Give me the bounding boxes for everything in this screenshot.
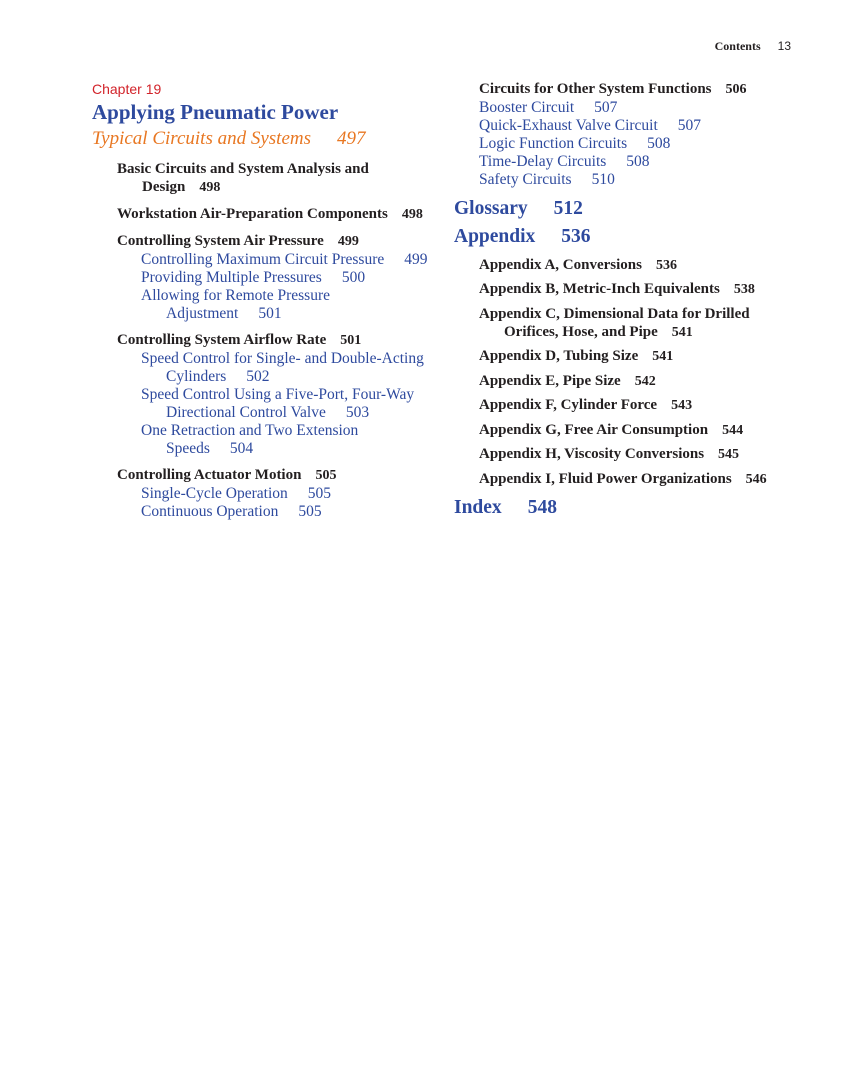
appendix-item[interactable] bbox=[454, 280, 804, 299]
section-page: 501 bbox=[340, 333, 362, 348]
appendix-page: 536 bbox=[561, 226, 591, 247]
appendix-item-title: Appendix C, Dimensional Data for Drilled Orifices, Hose, and Pipe bbox=[479, 305, 750, 340]
subsection-page: 510 bbox=[591, 171, 615, 188]
section-title: Circuits for Other System Functions bbox=[479, 81, 712, 97]
appendix-item-title: Appendix H, Viscosity Conversions bbox=[479, 446, 705, 462]
section-page: 506 bbox=[725, 82, 747, 97]
section-title: Controlling System Airflow Rate bbox=[117, 332, 327, 348]
toc-subsection[interactable] bbox=[92, 251, 432, 269]
appendix-item-title: Appendix F, Cylinder Force bbox=[479, 397, 658, 413]
appendix-item-page: 541 bbox=[671, 324, 693, 340]
appendix-item-title: Appendix B, Metric-Inch Equivalents bbox=[479, 281, 720, 297]
appendix-item[interactable] bbox=[454, 372, 804, 391]
subsection-title: Speed Control Using a Five-Port, Four-Way Directional Control Valve bbox=[141, 386, 415, 421]
subsection-title: Safety Circuits bbox=[479, 171, 572, 188]
subsection-title: Allowing for Remote Pressure Adjustment bbox=[141, 287, 330, 322]
section-page: 498 bbox=[401, 207, 423, 222]
toc-subsection[interactable] bbox=[92, 287, 432, 323]
toc-section[interactable] bbox=[454, 80, 804, 99]
glossary-page: 512 bbox=[553, 198, 583, 219]
appendix-item-title: Appendix E, Pipe Size bbox=[479, 372, 621, 389]
left-column bbox=[92, 80, 432, 521]
toc-section[interactable] bbox=[92, 331, 432, 350]
subsection-title: Controlling Maximum Circuit Pressure bbox=[141, 251, 385, 268]
section-page: 498 bbox=[199, 180, 221, 195]
subsection-page: 501 bbox=[258, 305, 282, 322]
appendix-item-page: 545 bbox=[718, 447, 740, 462]
subsection-page: 502 bbox=[246, 368, 270, 385]
section-title: Controlling Actuator Motion bbox=[117, 467, 302, 483]
toc-subsection[interactable] bbox=[92, 350, 432, 386]
chapter-title[interactable]: Applying Pneumatic Power bbox=[92, 100, 339, 124]
subsection-title: Single-Cycle Operation bbox=[141, 485, 288, 502]
section-title: Workstation Air-Preparation Components bbox=[117, 206, 388, 222]
subsection-title: Speed Control for Single- and Double-Acting Cylinders bbox=[141, 350, 424, 385]
appendix-item-page: 538 bbox=[733, 282, 755, 297]
appendix-item-page: 536 bbox=[655, 257, 677, 273]
toc-subsection[interactable] bbox=[92, 503, 432, 521]
toc-subsection[interactable] bbox=[454, 135, 804, 153]
part-title[interactable] bbox=[92, 126, 432, 152]
subsection-title: Quick-Exhaust Valve Circuit bbox=[479, 117, 658, 134]
section-page: 505 bbox=[315, 468, 337, 483]
toc-subsection[interactable] bbox=[454, 171, 804, 189]
appendix-item[interactable] bbox=[454, 396, 804, 415]
index-entry[interactable] bbox=[454, 495, 804, 521]
index-page: 548 bbox=[527, 496, 557, 518]
appendix-item-page: 544 bbox=[722, 422, 744, 438]
subsection-title: Continuous Operation bbox=[141, 503, 279, 520]
toc-subsection[interactable] bbox=[454, 153, 804, 171]
running-header bbox=[715, 39, 791, 54]
toc-section[interactable] bbox=[92, 205, 432, 224]
subsection-page: 508 bbox=[626, 153, 650, 170]
subsection-page: 500 bbox=[341, 269, 366, 286]
index-title: Index bbox=[454, 496, 502, 518]
subsection-title: Providing Multiple Pressures bbox=[141, 269, 322, 286]
subsection-page: 504 bbox=[229, 440, 254, 457]
subsection-title: Logic Function Circuits bbox=[479, 135, 628, 152]
subsection-title: Time-Delay Circuits bbox=[479, 153, 607, 170]
toc-subsection[interactable] bbox=[92, 269, 432, 287]
subsection-page: 508 bbox=[647, 135, 671, 152]
subsection-page: 507 bbox=[677, 117, 702, 134]
appendix-item[interactable] bbox=[454, 256, 804, 275]
toc-subsection[interactable] bbox=[92, 422, 432, 458]
appendix-item-title: Appendix G, Free Air Consumption bbox=[479, 421, 709, 438]
appendix-item-page: 542 bbox=[634, 373, 656, 389]
appendix-item[interactable] bbox=[454, 445, 804, 464]
appendix-item-title: Appendix I, Fluid Power Organizations bbox=[479, 470, 732, 487]
appendix-item[interactable] bbox=[454, 421, 804, 440]
glossary-entry[interactable] bbox=[454, 196, 804, 222]
toc-section[interactable] bbox=[92, 466, 432, 485]
subsection-page: 499 bbox=[404, 251, 428, 268]
appendix-item-page: 541 bbox=[652, 349, 674, 364]
appendix-item-title: Appendix A, Conversions bbox=[479, 256, 642, 273]
right-column bbox=[454, 80, 804, 521]
part-page: 497 bbox=[337, 128, 366, 149]
header-label: Contents bbox=[714, 39, 761, 53]
section-page: 499 bbox=[337, 234, 359, 249]
appendix-entry[interactable] bbox=[454, 224, 804, 250]
subsection-page: 503 bbox=[345, 404, 370, 421]
chapter-label: Chapter 19 bbox=[92, 81, 162, 97]
toc-section[interactable] bbox=[92, 160, 432, 197]
section-title: Basic Circuits and System Analysis and Design bbox=[117, 161, 369, 195]
toc-section[interactable] bbox=[92, 232, 432, 251]
section-title: Controlling System Air Pressure bbox=[117, 233, 324, 249]
part-title-text: Typical Circuits and Systems bbox=[92, 128, 312, 149]
page-number: 13 bbox=[777, 39, 791, 53]
appendix-item-page: 546 bbox=[745, 471, 767, 487]
glossary-title: Glossary bbox=[454, 198, 528, 219]
toc-subsection[interactable] bbox=[92, 386, 432, 422]
subsection-page: 505 bbox=[307, 485, 332, 502]
appendix-item-title: Appendix D, Tubing Size bbox=[479, 348, 639, 364]
subsection-page: 505 bbox=[298, 503, 322, 520]
appendix-item-page: 543 bbox=[671, 398, 693, 413]
subsection-page: 507 bbox=[594, 99, 618, 116]
appendix-title: Appendix bbox=[454, 226, 536, 247]
subsection-title: Booster Circuit bbox=[479, 99, 575, 116]
appendix-item[interactable] bbox=[454, 305, 804, 342]
appendix-item[interactable] bbox=[454, 470, 804, 489]
toc-subsection[interactable] bbox=[454, 117, 804, 135]
subsection-title: One Retraction and Two Extension Speeds bbox=[141, 422, 359, 457]
appendix-item[interactable] bbox=[454, 347, 804, 366]
toc-subsection[interactable] bbox=[454, 99, 804, 117]
toc-subsection[interactable] bbox=[92, 485, 432, 503]
